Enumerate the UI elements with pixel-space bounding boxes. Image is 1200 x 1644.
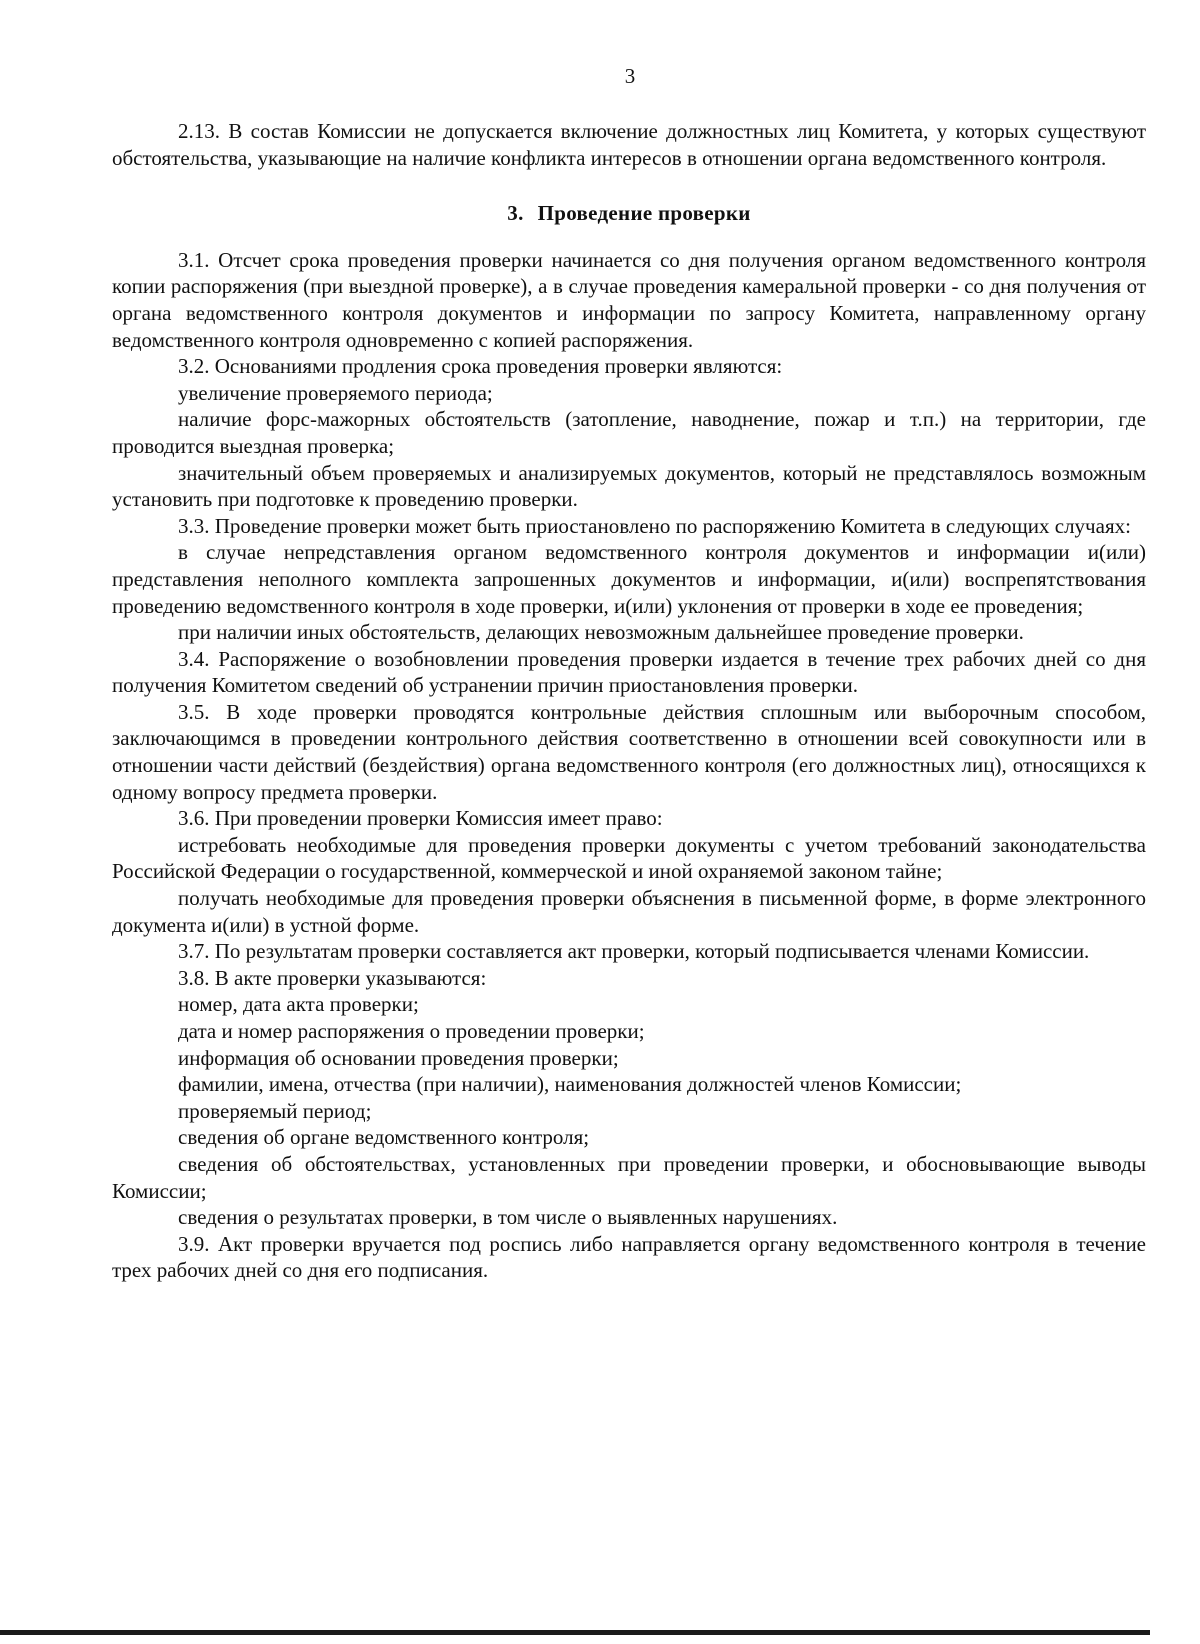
page-number: 3: [624, 64, 636, 88]
list-item: фамилии, имена, отчества (при наличии), наименования должностей членов Комиссии;: [178, 1072, 962, 1097]
list-item: при наличии иных обстоятельств, делающих невозможным дальнейшее проведение проверки.: [178, 620, 1024, 645]
paragraph-3-9: 3.9. Акт проверки вручается под роспись либо направляется органу ведомственного контроля в течение трех рабочих дней со дня его подписания.: [112, 1231, 1146, 1283]
list-item: проверяемый период;: [178, 1098, 372, 1123]
list-item: истребовать необходимые для проведения проверки документы с учетом требований законодательства Российской Федерации о государственной, коммерческой и иной охраняемой законом тайне;: [112, 832, 1146, 884]
list-item: в случае непредставления органом ведомственного контроля документов и информации и(или) представления неполного комплекта запрошенных документов и информации, и(или) воспрепятствования проведению ведомственного контроля в ходе проверки, и(или) уклонения от проверки в ходе ее проведения;: [112, 540, 1146, 618]
list-item: наличие форс-мажорных обстоятельств (затопление, наводнение, пожар и т.п.) на территории, где проводится выездная проверка;: [112, 407, 1146, 458]
list-item: сведения о результатах проверки, в том числе о выявленных нарушениях.: [178, 1205, 838, 1230]
paragraph-3-1: 3.1. Отсчет срока проведения проверки начинается со дня получения органом ведомственного контроля копии распоряжения (при выездной проверке), а в случае проведения камеральной проверки - со дня получения от органа ведомственного контроля документов и информации по запросу Комитета, направленному органу ведомственного контроля одновременно с копией распоряжения.: [112, 247, 1146, 352]
section-title: Проведение проверки: [537, 201, 751, 226]
paragraph-3-5: 3.5. В ходе проверки проводятся контрольные действия сплошным или выборочным способом, заключающимся в проведении контрольного действия соответственно в отношении всей совокупности или в отношении части действий (бездействия) органа ведомственного контроля (его должностных лиц), относящихся к одному вопросу предмета проверки.: [112, 699, 1146, 804]
list-item: получать необходимые для проведения проверки объяснения в письменной форме, в форме электронного документа и(или) в устной форме.: [112, 886, 1146, 937]
paragraph-3-6: 3.6. При проведении проверки Комиссия имеет право:: [178, 806, 663, 831]
list-item: значительный объем проверяемых и анализируемых документов, который не представлялось возможным установить при подготовке к проведению проверки.: [112, 460, 1146, 512]
list-item: сведения об органе ведомственного контроля;: [178, 1125, 590, 1150]
section-number: 3.: [507, 201, 524, 226]
list-item: увеличение проверяемого периода;: [178, 380, 493, 405]
list-item: дата и номер распоряжения о проведении проверки;: [178, 1019, 645, 1043]
paragraph-2-13: 2.13. В состав Комиссии не допускается включение должностных лиц Комитета, у которых существуют обстоятельства, указывающие на наличие конфликта интересов в отношении органа ведомственного контроля.: [112, 119, 1146, 170]
paragraph-3-8: 3.8. В акте проверки указываются:: [178, 965, 487, 990]
paragraph-3-2: 3.2. Основаниями продления срока проведения проверки являются:: [178, 354, 783, 379]
scan-edge-rule: [0, 1630, 1150, 1635]
paragraph-3-3: 3.3. Проведение проверки может быть приостановлено по распоряжению Комитета в следующих случаях:: [178, 513, 1131, 538]
paragraph-3-4: 3.4. Распоряжение о возобновлении проведения проверки издается в течение трех рабочих дней со дня получения Комитетом сведений об устранении причин приостановления проверки.: [112, 646, 1146, 698]
list-item: информация об основании проведения проверки;: [178, 1045, 619, 1070]
section-heading: [112, 200, 1146, 227]
document-body: [112, 118, 1146, 1284]
list-item: номер, дата акта проверки;: [178, 992, 419, 1017]
list-item: сведения об обстоятельствах, установленных при проведении проверки, и обосновывающие выводы Комиссии;: [112, 1151, 1146, 1203]
paragraph-3-7: 3.7. По результатам проверки составляется акт проверки, который подписывается членами Комиссии.: [178, 939, 1090, 964]
